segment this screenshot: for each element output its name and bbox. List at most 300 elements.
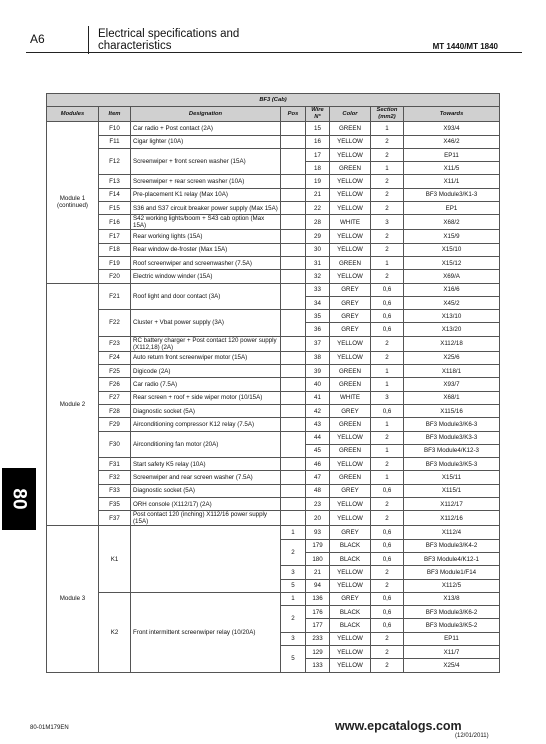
wire-section: 2 xyxy=(371,336,404,351)
wire-towards: X13/10 xyxy=(404,310,500,323)
page-header xyxy=(0,0,546,70)
item-cell: F31 xyxy=(99,458,131,471)
wire-number: 44 xyxy=(306,431,330,444)
designation-cell: ORH console (X112/17) (2A) xyxy=(131,498,281,511)
wire-number: 180 xyxy=(306,552,330,565)
pos-cell xyxy=(281,336,306,351)
designation-cell: Airconditioning compressor K12 relay (7.5A) xyxy=(131,418,281,431)
table-body xyxy=(47,122,500,672)
wire-color: YELLOW xyxy=(330,458,371,471)
wire-towards: X13/8 xyxy=(404,592,500,605)
pos-cell xyxy=(281,270,306,283)
table-row xyxy=(47,592,500,605)
wire-number: 176 xyxy=(306,606,330,619)
wire-section: 1 xyxy=(371,122,404,135)
pos-cell: 5 xyxy=(281,579,306,592)
wire-section: 2 xyxy=(371,243,404,256)
wire-towards: X115/1 xyxy=(404,484,500,497)
designation-cell: Screenwiper and rear screen washer (7.5A) xyxy=(131,471,281,484)
wire-color: YELLOW xyxy=(330,566,371,579)
designation-cell: Airconditioning fan motor (20A) xyxy=(131,431,281,458)
wire-number: 35 xyxy=(306,310,330,323)
wire-towards: X15/12 xyxy=(404,256,500,269)
wire-color: YELLOW xyxy=(330,270,371,283)
wire-color: YELLOW xyxy=(330,135,371,148)
table-row xyxy=(47,122,500,135)
item-cell: F15 xyxy=(99,202,131,215)
wire-number: 17 xyxy=(306,148,330,161)
item-cell: F24 xyxy=(99,351,131,364)
wire-color: GREEN xyxy=(330,444,371,457)
table-row xyxy=(47,215,500,230)
item-cell: F28 xyxy=(99,404,131,417)
pos-cell xyxy=(281,431,306,458)
wire-towards: X13/20 xyxy=(404,323,500,336)
wire-number: 22 xyxy=(306,202,330,215)
item-cell: F32 xyxy=(99,471,131,484)
wire-towards: X15/9 xyxy=(404,230,500,243)
wire-towards: BF3 Module1/F14 xyxy=(404,566,500,579)
item-cell: F17 xyxy=(99,230,131,243)
model-label: MT 1440/MT 1840 xyxy=(432,42,498,51)
wire-towards: X11/7 xyxy=(404,645,500,658)
item-cell: F26 xyxy=(99,378,131,391)
wire-color: YELLOW xyxy=(330,175,371,188)
wire-towards: X93/4 xyxy=(404,122,500,135)
wire-section: 1 xyxy=(371,418,404,431)
pos-cell xyxy=(281,498,306,511)
wire-towards: X11/1 xyxy=(404,175,500,188)
wire-color: YELLOW xyxy=(330,336,371,351)
wire-number: 15 xyxy=(306,122,330,135)
designation-cell: Cigar lighter (10A) xyxy=(131,135,281,148)
wire-towards: EP11 xyxy=(404,148,500,161)
wire-number: 18 xyxy=(306,162,330,175)
wire-towards: BF3 Module3/K6-2 xyxy=(404,606,500,619)
col-towards: Towards xyxy=(404,107,500,122)
item-cell: F23 xyxy=(99,336,131,351)
section-tab: 80 xyxy=(2,468,36,530)
designation-cell: Diagnostic socket (5A) xyxy=(131,404,281,417)
wire-towards: X112/18 xyxy=(404,336,500,351)
wire-section: 1 xyxy=(371,378,404,391)
wire-color: GREEN xyxy=(330,418,371,431)
item-cell: F37 xyxy=(99,511,131,526)
page-title-line-1: Electrical specifications and xyxy=(98,28,240,40)
item-cell: F29 xyxy=(99,418,131,431)
wire-section: 2 xyxy=(371,202,404,215)
module-cell: Module 2 xyxy=(47,283,99,526)
item-cell: F13 xyxy=(99,175,131,188)
module-cell: Module 1 (continued) xyxy=(47,122,99,283)
wire-section: 3 xyxy=(371,215,404,230)
designation-cell: RC battery charger + Post contact 120 power supply (X112,18) (2A) xyxy=(131,336,281,351)
item-cell: F11 xyxy=(99,135,131,148)
wire-color: YELLOW xyxy=(330,645,371,658)
wire-color: GREEN xyxy=(330,122,371,135)
table-row xyxy=(47,484,500,497)
designation-cell: Screenwiper + rear screen washer (10A) xyxy=(131,175,281,188)
wire-color: GREY xyxy=(330,484,371,497)
footer-doc-ref: 80-01M179EN xyxy=(30,725,69,731)
wire-number: 28 xyxy=(306,215,330,230)
pos-cell xyxy=(281,256,306,269)
col-section: Section (mm2) xyxy=(371,107,404,122)
wire-number: 36 xyxy=(306,323,330,336)
wire-number: 129 xyxy=(306,645,330,658)
pos-cell xyxy=(281,122,306,135)
table-row xyxy=(47,175,500,188)
wire-color: YELLOW xyxy=(330,511,371,526)
pos-cell xyxy=(281,148,306,175)
fuse-table xyxy=(46,93,500,673)
pos-cell xyxy=(281,283,306,310)
wire-towards: BF3 Module3/K5-2 xyxy=(404,619,500,632)
wire-towards: EP11 xyxy=(404,632,500,645)
pos-cell xyxy=(281,243,306,256)
wire-color: YELLOW xyxy=(330,579,371,592)
designation-cell: Electric window winder (15A) xyxy=(131,270,281,283)
wire-color: WHITE xyxy=(330,215,371,230)
wire-towards: BF3 Module3/K5-3 xyxy=(404,458,500,471)
wire-color: BLACK xyxy=(330,539,371,552)
designation-cell: Auto return front screenwiper motor (15A) xyxy=(131,351,281,364)
wire-color: YELLOW xyxy=(330,188,371,201)
header-divider xyxy=(88,26,89,54)
wire-number: 177 xyxy=(306,619,330,632)
designation-cell: Car radio + Post contact (2A) xyxy=(131,122,281,135)
wire-color: GREEN xyxy=(330,471,371,484)
wire-number: 133 xyxy=(306,659,330,672)
pos-cell: 3 xyxy=(281,566,306,579)
wire-color: YELLOW xyxy=(330,351,371,364)
wire-section: 0,6 xyxy=(371,296,404,309)
pos-cell xyxy=(281,351,306,364)
wire-number: 19 xyxy=(306,175,330,188)
pos-cell xyxy=(281,471,306,484)
wire-number: 42 xyxy=(306,404,330,417)
wire-color: GREY xyxy=(330,526,371,539)
wire-section: 0,6 xyxy=(371,619,404,632)
wire-number: 16 xyxy=(306,135,330,148)
pos-cell xyxy=(281,175,306,188)
wire-section: 1 xyxy=(371,162,404,175)
wire-section: 2 xyxy=(371,148,404,161)
wire-number: 47 xyxy=(306,471,330,484)
wire-towards: X118/1 xyxy=(404,365,500,378)
wire-color: GREY xyxy=(330,323,371,336)
table-row xyxy=(47,391,500,404)
wire-towards: X45/2 xyxy=(404,296,500,309)
wire-color: YELLOW xyxy=(330,148,371,161)
wire-towards: X15/11 xyxy=(404,471,500,484)
page-number: A6 xyxy=(30,32,45,46)
designation-cell: Rear working lights (15A) xyxy=(131,230,281,243)
wire-section: 0,6 xyxy=(371,606,404,619)
wire-color: GREY xyxy=(330,296,371,309)
wire-number: 34 xyxy=(306,296,330,309)
table-row xyxy=(47,310,500,323)
table-row xyxy=(47,471,500,484)
table-row xyxy=(47,148,500,161)
wire-color: BLACK xyxy=(330,619,371,632)
wire-color: GREY xyxy=(330,404,371,417)
wire-towards: BF3 Module3/K1-3 xyxy=(404,188,500,201)
designation-cell: Rear screen + roof + side wiper motor (10/15A) xyxy=(131,391,281,404)
wire-towards: X68/2 xyxy=(404,215,500,230)
item-cell: K1 xyxy=(99,526,131,592)
table-row xyxy=(47,498,500,511)
designation-cell: S36 and S37 circuit breaker power supply (Max 15A) xyxy=(131,202,281,215)
wire-number: 179 xyxy=(306,539,330,552)
wire-color: GREEN xyxy=(330,162,371,175)
designation-cell: Roof light and door contact (3A) xyxy=(131,283,281,310)
table-row xyxy=(47,351,500,364)
wire-section: 0,6 xyxy=(371,526,404,539)
wire-section: 2 xyxy=(371,632,404,645)
pos-cell xyxy=(281,365,306,378)
item-cell: F25 xyxy=(99,365,131,378)
designation-cell: Pre-placement K1 relay (Max 10A) xyxy=(131,188,281,201)
pos-cell xyxy=(281,215,306,230)
item-cell: F22 xyxy=(99,310,131,337)
table-caption: BF3 (Cab) xyxy=(47,94,500,107)
wire-number: 43 xyxy=(306,418,330,431)
wire-towards: X112/16 xyxy=(404,511,500,526)
table-row xyxy=(47,202,500,215)
wire-towards: X93/7 xyxy=(404,378,500,391)
pos-cell xyxy=(281,310,306,337)
item-cell: F35 xyxy=(99,498,131,511)
table-row xyxy=(47,511,500,526)
wire-section: 1 xyxy=(371,256,404,269)
wire-section: 3 xyxy=(371,391,404,404)
wire-number: 48 xyxy=(306,484,330,497)
wire-number: 37 xyxy=(306,336,330,351)
pos-cell: 1 xyxy=(281,592,306,605)
wire-number: 94 xyxy=(306,579,330,592)
module-cell: Module 3 xyxy=(47,526,99,672)
wire-section: 2 xyxy=(371,230,404,243)
wire-section: 2 xyxy=(371,511,404,526)
designation-cell: Rear window de-froster (Max 15A) xyxy=(131,243,281,256)
designation-cell: Digicode (2A) xyxy=(131,365,281,378)
wire-towards: X11/5 xyxy=(404,162,500,175)
pos-cell xyxy=(281,484,306,497)
designation-cell: Roof screenwiper and screenwasher (7.5A) xyxy=(131,256,281,269)
wire-section: 0,6 xyxy=(371,310,404,323)
wire-towards: X112/5 xyxy=(404,579,500,592)
page-title xyxy=(98,28,239,52)
wire-color: BLACK xyxy=(330,606,371,619)
table-row xyxy=(47,188,500,201)
wire-section: 0,6 xyxy=(371,404,404,417)
wire-section: 2 xyxy=(371,458,404,471)
col-modules: Modules xyxy=(47,107,99,122)
table-row xyxy=(47,404,500,417)
wire-section: 2 xyxy=(371,351,404,364)
item-cell: F12 xyxy=(99,148,131,175)
designation-cell: Start safety K5 relay (10A) xyxy=(131,458,281,471)
col-item: Item xyxy=(99,107,131,122)
wire-color: YELLOW xyxy=(330,243,371,256)
table-row xyxy=(47,270,500,283)
table-row xyxy=(47,418,500,431)
pos-cell xyxy=(281,202,306,215)
wire-number: 40 xyxy=(306,378,330,391)
wire-color: GREY xyxy=(330,592,371,605)
pos-cell xyxy=(281,391,306,404)
wire-number: 20 xyxy=(306,511,330,526)
wire-number: 136 xyxy=(306,592,330,605)
table-row xyxy=(47,378,500,391)
table-header-row xyxy=(47,107,500,122)
wire-section: 2 xyxy=(371,431,404,444)
designation-cell: Screenwiper + front screen washer (15A) xyxy=(131,148,281,175)
wire-towards: BF3 Module3/K4-2 xyxy=(404,539,500,552)
wire-section: 2 xyxy=(371,188,404,201)
wire-towards: X69/A xyxy=(404,270,500,283)
item-cell: F14 xyxy=(99,188,131,201)
pos-cell xyxy=(281,418,306,431)
table-row xyxy=(47,458,500,471)
item-cell: F21 xyxy=(99,283,131,310)
table-row xyxy=(47,283,500,296)
wire-color: GREY xyxy=(330,310,371,323)
footer-date: (12/01/2011) xyxy=(455,733,489,739)
wire-section: 1 xyxy=(371,471,404,484)
wire-number: 233 xyxy=(306,632,330,645)
item-cell: F30 xyxy=(99,431,131,458)
wire-section: 0,6 xyxy=(371,592,404,605)
wire-section: 2 xyxy=(371,270,404,283)
table-row xyxy=(47,526,500,539)
col-wire: Wire N° xyxy=(306,107,330,122)
pos-cell xyxy=(281,404,306,417)
wire-number: 31 xyxy=(306,256,330,269)
wire-color: BLACK xyxy=(330,552,371,565)
table-row xyxy=(47,230,500,243)
col-pos: Pos xyxy=(281,107,306,122)
wire-color: WHITE xyxy=(330,391,371,404)
wire-number: 23 xyxy=(306,498,330,511)
pos-cell xyxy=(281,230,306,243)
pos-cell xyxy=(281,458,306,471)
wire-section: 0,6 xyxy=(371,323,404,336)
wire-section: 0,6 xyxy=(371,484,404,497)
wire-color: YELLOW xyxy=(330,202,371,215)
header-rule xyxy=(26,52,522,53)
wire-color: GREY xyxy=(330,283,371,296)
table-row xyxy=(47,365,500,378)
pos-cell xyxy=(281,511,306,526)
table-row xyxy=(47,243,500,256)
wire-towards: X46/2 xyxy=(404,135,500,148)
pos-cell: 1 xyxy=(281,526,306,539)
wire-towards: X16/6 xyxy=(404,283,500,296)
wire-number: 32 xyxy=(306,270,330,283)
wire-number: 21 xyxy=(306,188,330,201)
wire-towards: BF3 Module3/K3-3 xyxy=(404,431,500,444)
wire-section: 2 xyxy=(371,659,404,672)
wire-color: GREEN xyxy=(330,378,371,391)
designation-cell: S42 working lights/boom + S43 cab option (Max 15A) xyxy=(131,215,281,230)
wire-towards: X112/17 xyxy=(404,498,500,511)
wire-section: 1 xyxy=(371,444,404,457)
designation-cell: Diagnostic socket (5A) xyxy=(131,484,281,497)
watermark: www.epcatalogs.com xyxy=(335,719,462,733)
item-cell: K2 xyxy=(99,592,131,672)
wire-number: 30 xyxy=(306,243,330,256)
pos-cell: 2 xyxy=(281,539,306,566)
wire-towards: X112/4 xyxy=(404,526,500,539)
wire-section: 0,6 xyxy=(371,283,404,296)
wire-color: GREEN xyxy=(330,256,371,269)
wire-section: 2 xyxy=(371,175,404,188)
designation-cell: Cluster + Vbat power supply (3A) xyxy=(131,310,281,337)
wire-section: 2 xyxy=(371,645,404,658)
wire-color: GREEN xyxy=(330,365,371,378)
wire-number: 33 xyxy=(306,283,330,296)
wire-number: 29 xyxy=(306,230,330,243)
item-cell: F20 xyxy=(99,270,131,283)
wire-towards: BF3 Module4/K12-1 xyxy=(404,552,500,565)
wire-number: 38 xyxy=(306,351,330,364)
col-designation: Designation xyxy=(131,107,281,122)
wire-number: 93 xyxy=(306,526,330,539)
pos-cell: 5 xyxy=(281,645,306,672)
pos-cell xyxy=(281,378,306,391)
designation-cell xyxy=(131,526,281,592)
wire-towards: BF3 Module3/K6-3 xyxy=(404,418,500,431)
wire-number: 45 xyxy=(306,444,330,457)
wire-color: YELLOW xyxy=(330,230,371,243)
wire-section: 0,6 xyxy=(371,552,404,565)
wire-number: 39 xyxy=(306,365,330,378)
wire-towards: BF3 Module4/K12-3 xyxy=(404,444,500,457)
wire-towards: X25/4 xyxy=(404,659,500,672)
table-row xyxy=(47,256,500,269)
wire-number: 21 xyxy=(306,566,330,579)
col-color: Color xyxy=(330,107,371,122)
designation-cell: Post contact 120 (inching) X112/16 power supply (15A) xyxy=(131,511,281,526)
wire-towards: X15/10 xyxy=(404,243,500,256)
table-row xyxy=(47,431,500,444)
item-cell: F19 xyxy=(99,256,131,269)
wire-towards: EP1 xyxy=(404,202,500,215)
item-cell: F16 xyxy=(99,215,131,230)
table-row xyxy=(47,135,500,148)
wire-towards: X115/16 xyxy=(404,404,500,417)
wire-towards: X68/1 xyxy=(404,391,500,404)
wire-section: 2 xyxy=(371,566,404,579)
pos-cell xyxy=(281,188,306,201)
item-cell: F33 xyxy=(99,484,131,497)
wire-towards: X25/6 xyxy=(404,351,500,364)
wire-section: 2 xyxy=(371,498,404,511)
wire-color: YELLOW xyxy=(330,659,371,672)
pos-cell xyxy=(281,135,306,148)
designation-cell: Front intermittent screenwiper relay (10/20A) xyxy=(131,592,281,672)
wire-color: YELLOW xyxy=(330,632,371,645)
wire-number: 41 xyxy=(306,391,330,404)
wire-color: YELLOW xyxy=(330,431,371,444)
wire-color: YELLOW xyxy=(330,498,371,511)
item-cell: F10 xyxy=(99,122,131,135)
wire-section: 0,6 xyxy=(371,539,404,552)
item-cell: F27 xyxy=(99,391,131,404)
wire-section: 2 xyxy=(371,135,404,148)
